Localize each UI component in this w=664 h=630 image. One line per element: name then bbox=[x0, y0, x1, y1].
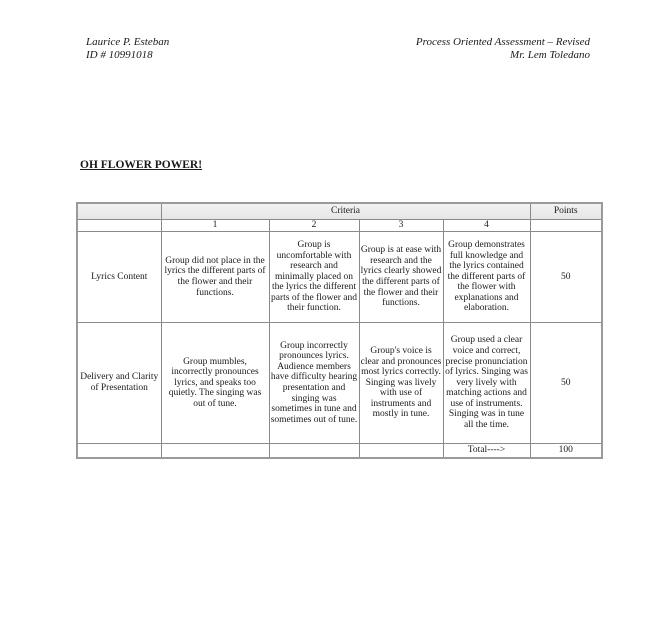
points-lyrics: 50 bbox=[530, 232, 602, 323]
cell-lyrics-2: Group is uncomfortable with research and minimally placed on the lyrics the different parts of the flower and their function. bbox=[269, 232, 359, 323]
cell-delivery-2: Group incorrectly pronounces lyrics. Audience members have difficulty hearing presentation and singing was sometimes in tune and sometimes out of tune. bbox=[269, 323, 359, 444]
cell-lyrics-1: Group did not place in the lyrics the different parts of the flower and their functions. bbox=[161, 232, 269, 323]
total-blank-1 bbox=[77, 444, 161, 459]
cell-lyrics-4: Group demonstrates full knowledge and the lyrics contained the different parts of the flower with explanations and elaboration. bbox=[443, 232, 530, 323]
level-2: 2 bbox=[269, 220, 359, 232]
total-row bbox=[77, 444, 602, 459]
criteria-header: Criteria bbox=[161, 203, 530, 220]
student-name: Laurice P. Esteban bbox=[86, 36, 170, 48]
level-row bbox=[77, 220, 602, 232]
level-1: 1 bbox=[161, 220, 269, 232]
header-row bbox=[77, 203, 602, 220]
level-4: 4 bbox=[443, 220, 530, 232]
level-blank-cell bbox=[77, 220, 161, 232]
cell-delivery-1: Group mumbles, incorrectly pronounces lyrics, and speaks too quietly. The singing was out of tune. bbox=[161, 323, 269, 444]
student-info bbox=[86, 36, 169, 62]
rubric-table bbox=[76, 202, 603, 459]
row-label-lyrics-content: Lyrics Content bbox=[77, 232, 161, 323]
table-row bbox=[77, 323, 602, 444]
level-points-blank bbox=[530, 220, 602, 232]
table-row bbox=[77, 232, 602, 323]
points-delivery: 50 bbox=[530, 323, 602, 444]
points-header: Points bbox=[530, 203, 602, 220]
assessment-title: Process Oriented Assessment – Revised bbox=[415, 36, 590, 48]
page-title: OH FLOWER POWER! bbox=[80, 159, 203, 171]
total-blank-2 bbox=[161, 444, 269, 459]
total-label: Total----> bbox=[443, 444, 530, 459]
teacher-name: Mr. Lem Toledano bbox=[510, 49, 590, 61]
student-id: ID # 10991018 bbox=[86, 49, 153, 61]
total-points: 100 bbox=[530, 444, 602, 459]
level-3: 3 bbox=[359, 220, 443, 232]
row-label-delivery: Delivery and Clarity of Presentation bbox=[77, 323, 161, 444]
cell-lyrics-3: Group is at ease with research and the lyrics clearly showed the different parts of the flower and their functions. bbox=[359, 232, 443, 323]
cell-delivery-3: Group's voice is clear and pronounces most lyrics correctly. Singing was lively with use of instruments and mostly in tune. bbox=[359, 323, 443, 444]
assessment-info bbox=[416, 36, 590, 62]
header-blank-cell bbox=[77, 203, 161, 220]
total-blank-3 bbox=[269, 444, 359, 459]
total-blank-4 bbox=[359, 444, 443, 459]
cell-delivery-4: Group used a clear voice and correct, precise pronunciation of lyrics. Singing was very lively with matching actions and use of instruments. Singing was in tune all the time. bbox=[443, 323, 530, 444]
